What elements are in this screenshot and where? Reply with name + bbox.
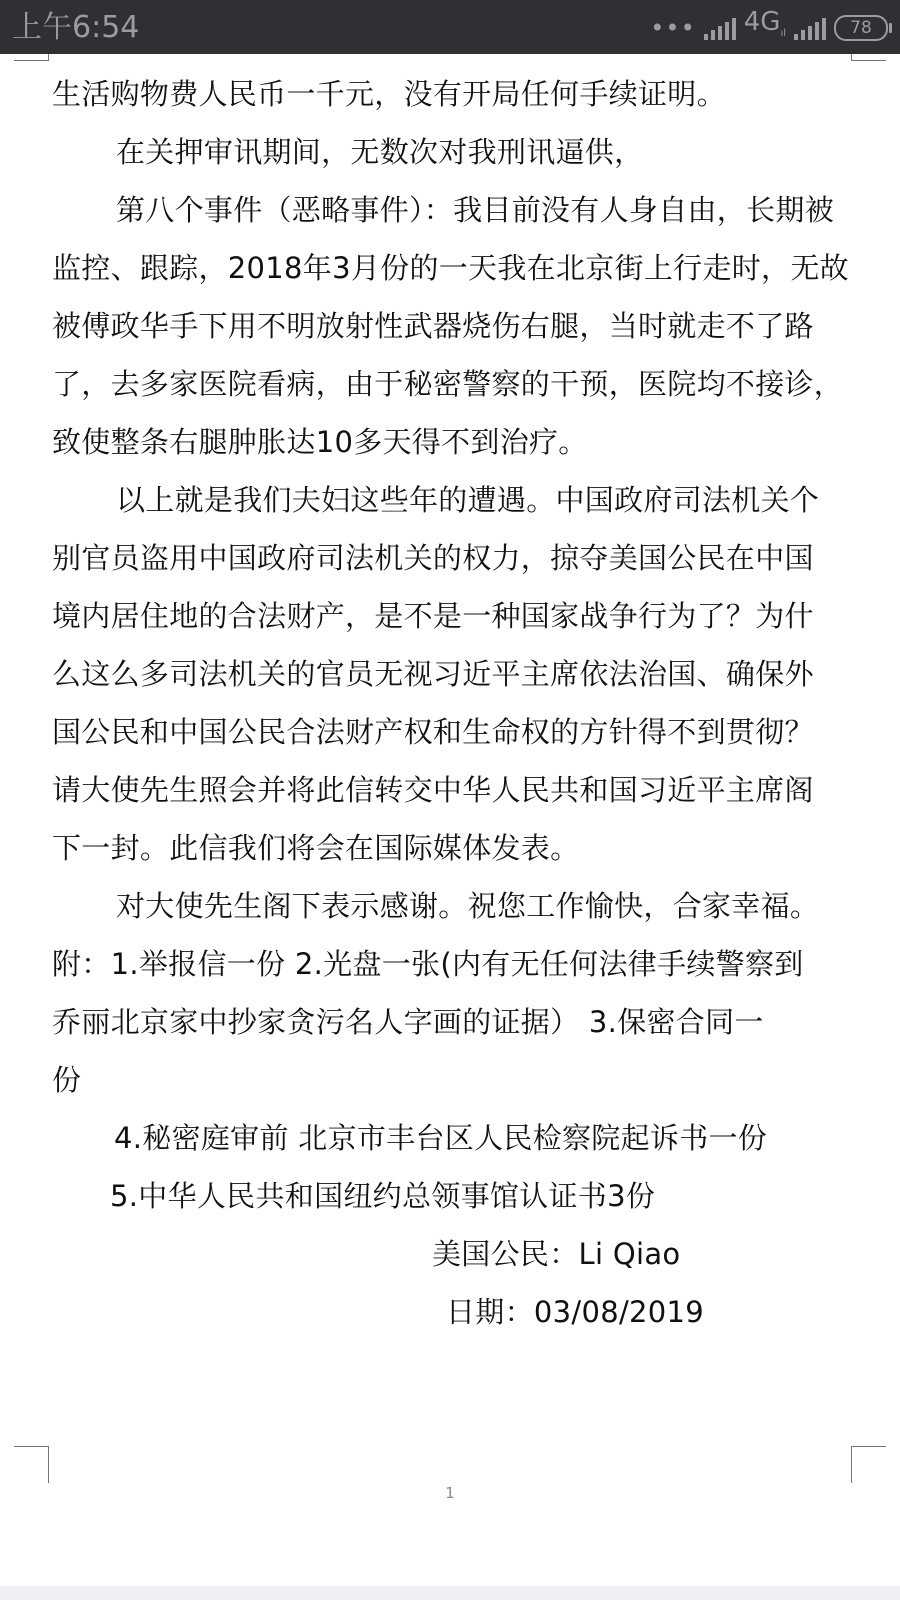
more-dots-icon: ••• [650, 14, 696, 42]
date-line: 日期：03/08/2019 [446, 1295, 705, 1329]
doc-line: 监控、跟踪，2018年3月份的一天我在北京街上行走时，无故 [52, 251, 849, 285]
doc-line: 第八个事件（恶略事件）：我目前没有人身自由，长期被 [116, 193, 835, 227]
page-corner-mark-bottom-right [851, 1446, 886, 1483]
doc-line: 境内居住地的合法财产，是不是一种国家战争行为了？为什 [52, 599, 814, 633]
doc-line: 在关押审讯期间，无数次对我刑讯逼供， [116, 135, 644, 169]
doc-line: 请大使先生照会并将此信转交中华人民共和国习近平主席阁 [52, 773, 814, 807]
status-bar [0, 0, 900, 54]
doc-line: 被傅政华手下用不明放射性武器烧伤右腿，当时就走不了路 [52, 309, 814, 343]
page-corner-mark-top-right [851, 54, 886, 61]
doc-line: 5.中华人民共和国纽约总领事馆认证书3份 [110, 1179, 656, 1213]
status-time: 上午6:54 [12, 10, 140, 45]
doc-line: 致使整条右腿肿胀达10多天得不到治疗。 [52, 425, 588, 459]
page-number: 1 [445, 1484, 455, 1502]
status-icons [650, 6, 888, 45]
doc-line: 生活购物费人民币一千元，没有开局任何手续证明。 [52, 77, 726, 111]
doc-line: 4.秘密庭审前 北京市丰台区人民检察院起诉书一份 [114, 1121, 768, 1155]
doc-line: 以上就是我们夫妇这些年的遭遇。中国政府司法机关个 [116, 483, 820, 517]
battery-icon: 78 [834, 15, 888, 41]
network-type-label: 4G [743, 6, 781, 37]
network-activity-icon: ıl [780, 28, 786, 40]
doc-line: 附：1.举报信一份 2.光盘一张(内有无任何法律手续警察到 [52, 947, 804, 981]
signal-strength-icon [704, 16, 736, 40]
page-corner-mark-top-left [14, 54, 49, 61]
doc-line: 了，去多家医院看病，由于秘密警察的干预，医院均不接诊， [52, 367, 844, 401]
doc-line: 别官员盗用中国政府司法机关的权力，掠夺美国公民在中国 [52, 541, 814, 575]
network-type [744, 7, 786, 49]
bottom-edge [0, 1586, 900, 1600]
document-page[interactable] [0, 54, 900, 1586]
doc-line: 下一封。此信我们将会在国际媒体发表。 [52, 831, 580, 865]
page-corner-mark-bottom-left [14, 1446, 49, 1483]
doc-line: 么这么多司法机关的官员无视习近平主席依法治国、确保外 [52, 657, 814, 691]
doc-line: 乔丽北京家中抄家贪污名人字画的证据） 3.保密合同一 [52, 1005, 764, 1039]
doc-line: 国公民和中国公民合法财产权和生命权的方针得不到贯彻？ [52, 715, 814, 749]
signal-strength-icon-2 [794, 16, 826, 40]
doc-line: 份 [52, 1063, 82, 1097]
doc-line: 对大使先生阁下表示感谢。祝您工作愉快，合家幸福。 [116, 889, 820, 923]
signature-line: 美国公民：Li Qiao [432, 1237, 681, 1271]
